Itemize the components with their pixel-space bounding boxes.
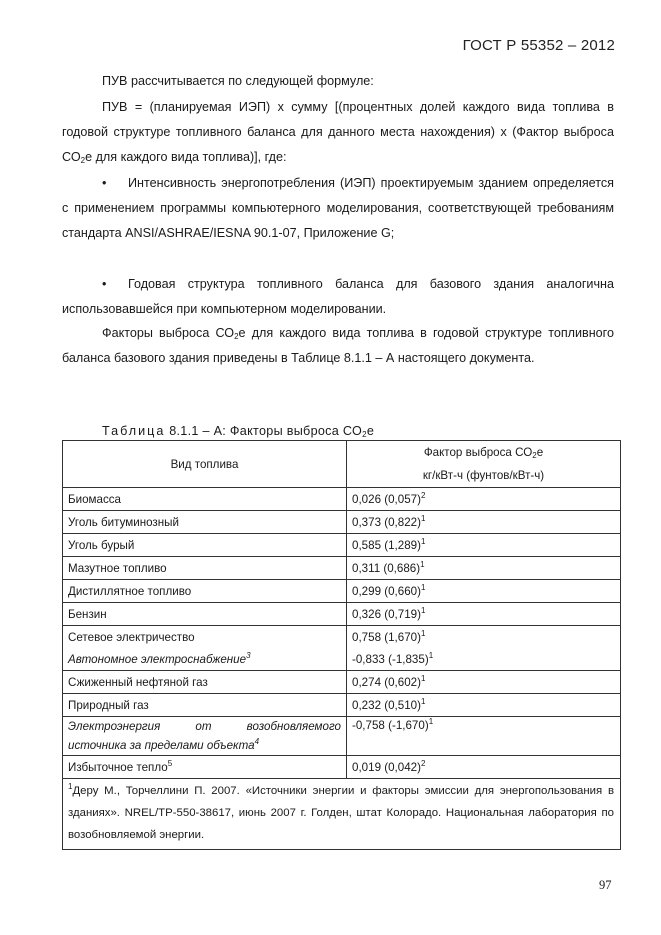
paragraph-formula: ПУВ = (планируемая ИЭП) х сумму [(процентных долей каждого вида топлива в годовой структуре топливного баланса для данного места нахождения) х (Фактор выброса $СО_2е$ для каждого вида топлива)], где: <box>62 100 614 165</box>
factor-cell: 0,274 $(0,602)^1$ <box>347 671 621 694</box>
fuel-cell: Бензин <box>63 603 347 626</box>
paragraph-emission-factors: Факторы выброса $СО_2е$ для каждого вида топлива в годовой структуре топливного баланса базового здания приведены в Таблице 8.1.1 – А настоящего документа. <box>62 326 615 365</box>
factor-cell: 0,585 $(1,289)^1$ <box>347 534 621 557</box>
column-header-fuel: Вид топлива <box>63 441 347 488</box>
table-footnote-row <box>63 779 621 850</box>
fuel-cell: Биомасса <box>63 488 347 511</box>
fuel-cell: Уголь бурый <box>63 534 347 557</box>
factor-cell: 0,299 $(0,660)^1$ <box>347 580 621 603</box>
table-row <box>63 534 621 557</box>
table-row <box>63 717 621 756</box>
table-caption: Таблица 8.1.1 – А: Факторы выброса $СО_2е$ <box>102 424 375 439</box>
fuel-cell: Сжиженный нефтяной газ <box>63 671 347 694</box>
paragraph-formula-intro: ПУВ рассчитывается по следующей формуле: <box>102 74 374 88</box>
factor-cell: 0,026 $(0,057)^2$ <box>347 488 621 511</box>
table-row <box>63 694 621 717</box>
table-row <box>63 756 621 779</box>
factor-cell: 0,232 $(0,510)^1$ <box>347 694 621 717</box>
fuel-cell: Уголь битуминозный <box>63 511 347 534</box>
fuel-cell: Мазутное топливо <box>63 557 347 580</box>
factor-cell: 0,311 $(0,686)^1$ <box>347 557 621 580</box>
table-row <box>63 557 621 580</box>
factor-cell: -0,833 $(-1,835)^1$ <box>347 648 621 671</box>
factor-cell: 0,326 $(0,719)^1$ <box>347 603 621 626</box>
fuel-cell: Дистиллятное топливо <box>63 580 347 603</box>
fuel-cell: Электроэнергия от возобновляемого источника за пределами объекта$^4$ <box>63 717 347 756</box>
fuel-cell: Избыточное тепло$^5$ <box>63 756 347 779</box>
column-header-factor: Фактор выброса $СО_2е$ кг/кВт-ч (фунтов/кВт-ч) <box>347 441 621 488</box>
fuel-cell: Автономное электроснабжение$^3$ <box>63 648 347 671</box>
table-footnote: $^1$Деру М., Торчеллини П. 2007. «Источники энергии и факторы эмиссии для энергопользования в зданиях». NREL/TP-550-38617, июнь 2007 г. Голден, штат Колорадо. Национальная лаборатория по возобновляемой энергии. <box>63 779 621 850</box>
bullet-icon: • <box>102 277 107 291</box>
table-row <box>63 671 621 694</box>
fuel-cell: Сетевое электричество <box>63 626 347 649</box>
emission-factors-table <box>62 440 621 850</box>
factor-cell: 0,758 $(1,670)^1$ <box>347 626 621 649</box>
bullet-item-fuel-structure: • Годовая структура топливного баланса для базового здания аналогична использовавшейся при компьютерном моделировании. <box>62 272 614 322</box>
factor-cell: 0,019 $(0,042)^2$ <box>347 756 621 779</box>
standard-designation: ГОСТ Р 55352 – 2012 <box>462 37 615 54</box>
table-row <box>63 648 621 671</box>
factor-cell: 0,373 $(0,822)^1$ <box>347 511 621 534</box>
table-row <box>63 603 621 626</box>
table-row <box>63 511 621 534</box>
fuel-cell: Природный газ <box>63 694 347 717</box>
bullet-icon: • <box>102 176 107 190</box>
table-row <box>63 580 621 603</box>
table-header-row <box>63 441 621 488</box>
bullet-item-energy-intensity: • Интенсивность энергопотребления (ИЭП) проектируемым зданием определяется с применением программы компьютерного моделирования, соответствующей требованиям стандарта ANSI/ASHRAE/IESNA 90.1-07, Приложение G; <box>62 171 614 246</box>
page-number: 97 <box>599 878 612 892</box>
table-row <box>63 488 621 511</box>
table-row <box>63 626 621 649</box>
factor-cell: -0,758 $(-1,670)^1$ <box>347 717 621 756</box>
